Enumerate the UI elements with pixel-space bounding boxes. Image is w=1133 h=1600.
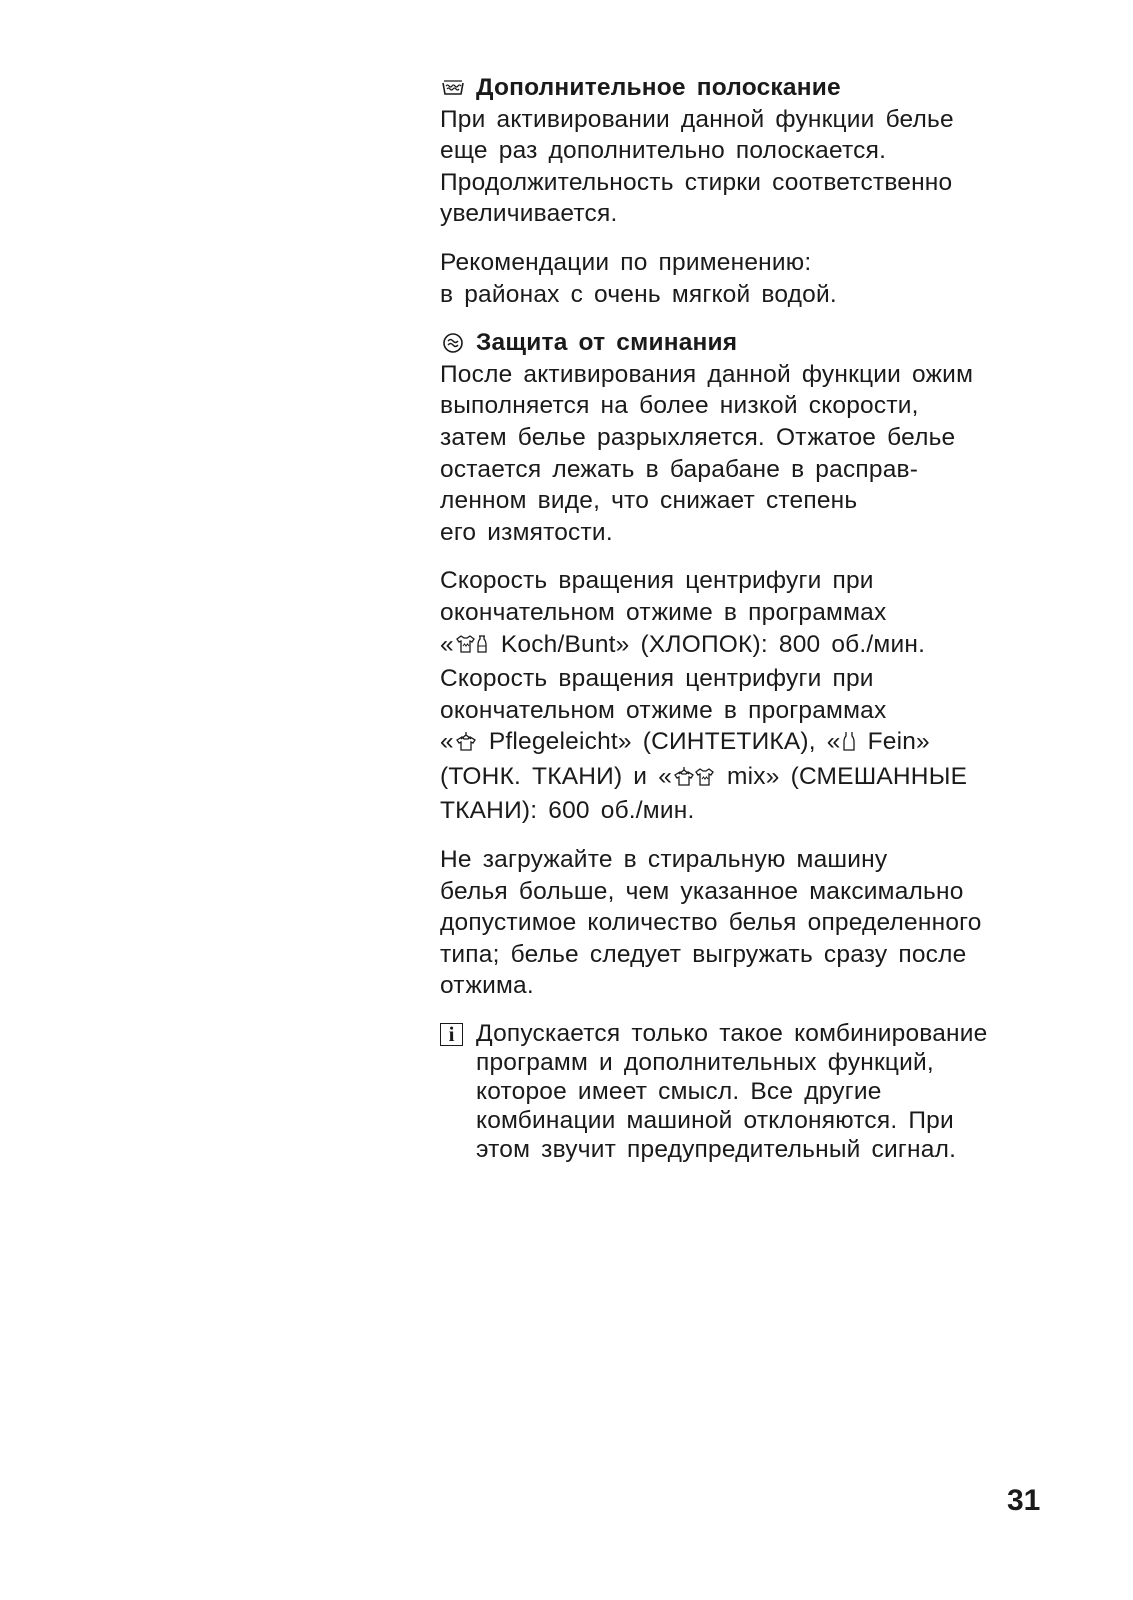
text-line: После активирования данной функции ожим	[440, 360, 974, 388]
mix-icon	[673, 764, 715, 796]
info-note	[440, 1019, 1120, 1164]
info-note-text	[476, 1019, 987, 1164]
text-line: ТКАНИ): 600 об./мин.	[440, 797, 695, 825]
text-line: увеличивается.	[440, 200, 618, 228]
extra-rinse-icon	[440, 77, 466, 99]
load-paragraph	[440, 844, 1120, 1002]
text-line: еще раз дополнительно полоскается.	[440, 137, 887, 165]
text-line: которое имеет смысл. Все другие	[476, 1078, 882, 1106]
text-line: Скорость вращения центрифуги при	[440, 665, 874, 693]
text-line: его измятости.	[440, 518, 613, 546]
quote-open: «	[440, 630, 454, 658]
quote-open: «	[440, 728, 454, 756]
text-span: (СМЕШАННЫЕ	[779, 762, 968, 790]
text-line: ленном виде, что снижает степень	[440, 487, 858, 515]
text-span: (ТОНК. ТКАНИ) и «	[440, 762, 673, 790]
text-line: отжима.	[440, 972, 534, 1000]
text-line: в районах с очень мягкой водой.	[440, 280, 837, 308]
text-span: (ХЛОПОК): 800 об./мин.	[629, 630, 926, 658]
text-line: выполняется на более низкой скорости,	[440, 392, 919, 420]
text-line: белья больше, чем указанное максимально	[440, 877, 964, 905]
program-mix: mix»	[716, 762, 780, 790]
text-line: Скорость вращения центрифуги при	[440, 567, 874, 595]
extra-rinse-heading	[440, 72, 1120, 104]
program-delicate: Fein»	[856, 728, 930, 756]
text-line	[440, 761, 1120, 796]
text-line	[440, 726, 1120, 761]
text-line: окончательном отжиме в программах	[440, 696, 887, 724]
text-line: окончательном отжиме в программах	[440, 598, 887, 626]
text-line: остается лежать в барабане в расправ-	[440, 455, 919, 483]
text-span: (СИНТЕТИКА), «	[631, 728, 841, 756]
crease-guard-title: Защита от сминания	[476, 329, 738, 357]
page-number: 31	[1007, 1484, 1041, 1517]
text-line: Рекомендации по применению:	[440, 248, 812, 276]
info-icon: i	[440, 1023, 463, 1046]
program-easy-care: Pflegeleicht»	[477, 728, 632, 756]
spin-speed-paragraph	[440, 565, 1120, 827]
extra-rinse-title: Дополнительное полоскание	[476, 74, 841, 101]
extra-rinse-section	[440, 72, 1120, 230]
text-line: затем белье разрыхляется. Отжатое белье	[440, 423, 956, 451]
crease-guard-section	[440, 327, 1120, 548]
text-line: комбинации машиной отклоняются. При	[476, 1107, 954, 1135]
recommendation-paragraph	[440, 247, 1120, 310]
page-content	[440, 72, 1120, 1164]
text-line: Допускается только такое комбинирование	[476, 1020, 988, 1048]
text-line: допустимое количество белья определенного	[440, 909, 982, 937]
text-line: При активировании данной функции белье	[440, 105, 954, 133]
text-line: этом звучит предупредительный сигнал.	[476, 1136, 957, 1164]
delicate-dress-icon	[842, 729, 856, 761]
easy-care-shirt-icon	[455, 729, 477, 761]
crease-guard-icon	[440, 332, 466, 354]
cotton-wash-icon	[455, 632, 489, 664]
text-line: Не загружайте в стиральную машину	[440, 846, 888, 874]
program-cotton: Koch/Bunt»	[489, 630, 630, 658]
text-line: Продолжительность стирки соответственно	[440, 168, 953, 196]
text-line	[440, 629, 1120, 664]
crease-guard-heading	[440, 327, 1120, 359]
text-line: типа; белье следует выгружать сразу после	[440, 940, 967, 968]
text-line: программ и дополнительных функций,	[476, 1049, 934, 1077]
